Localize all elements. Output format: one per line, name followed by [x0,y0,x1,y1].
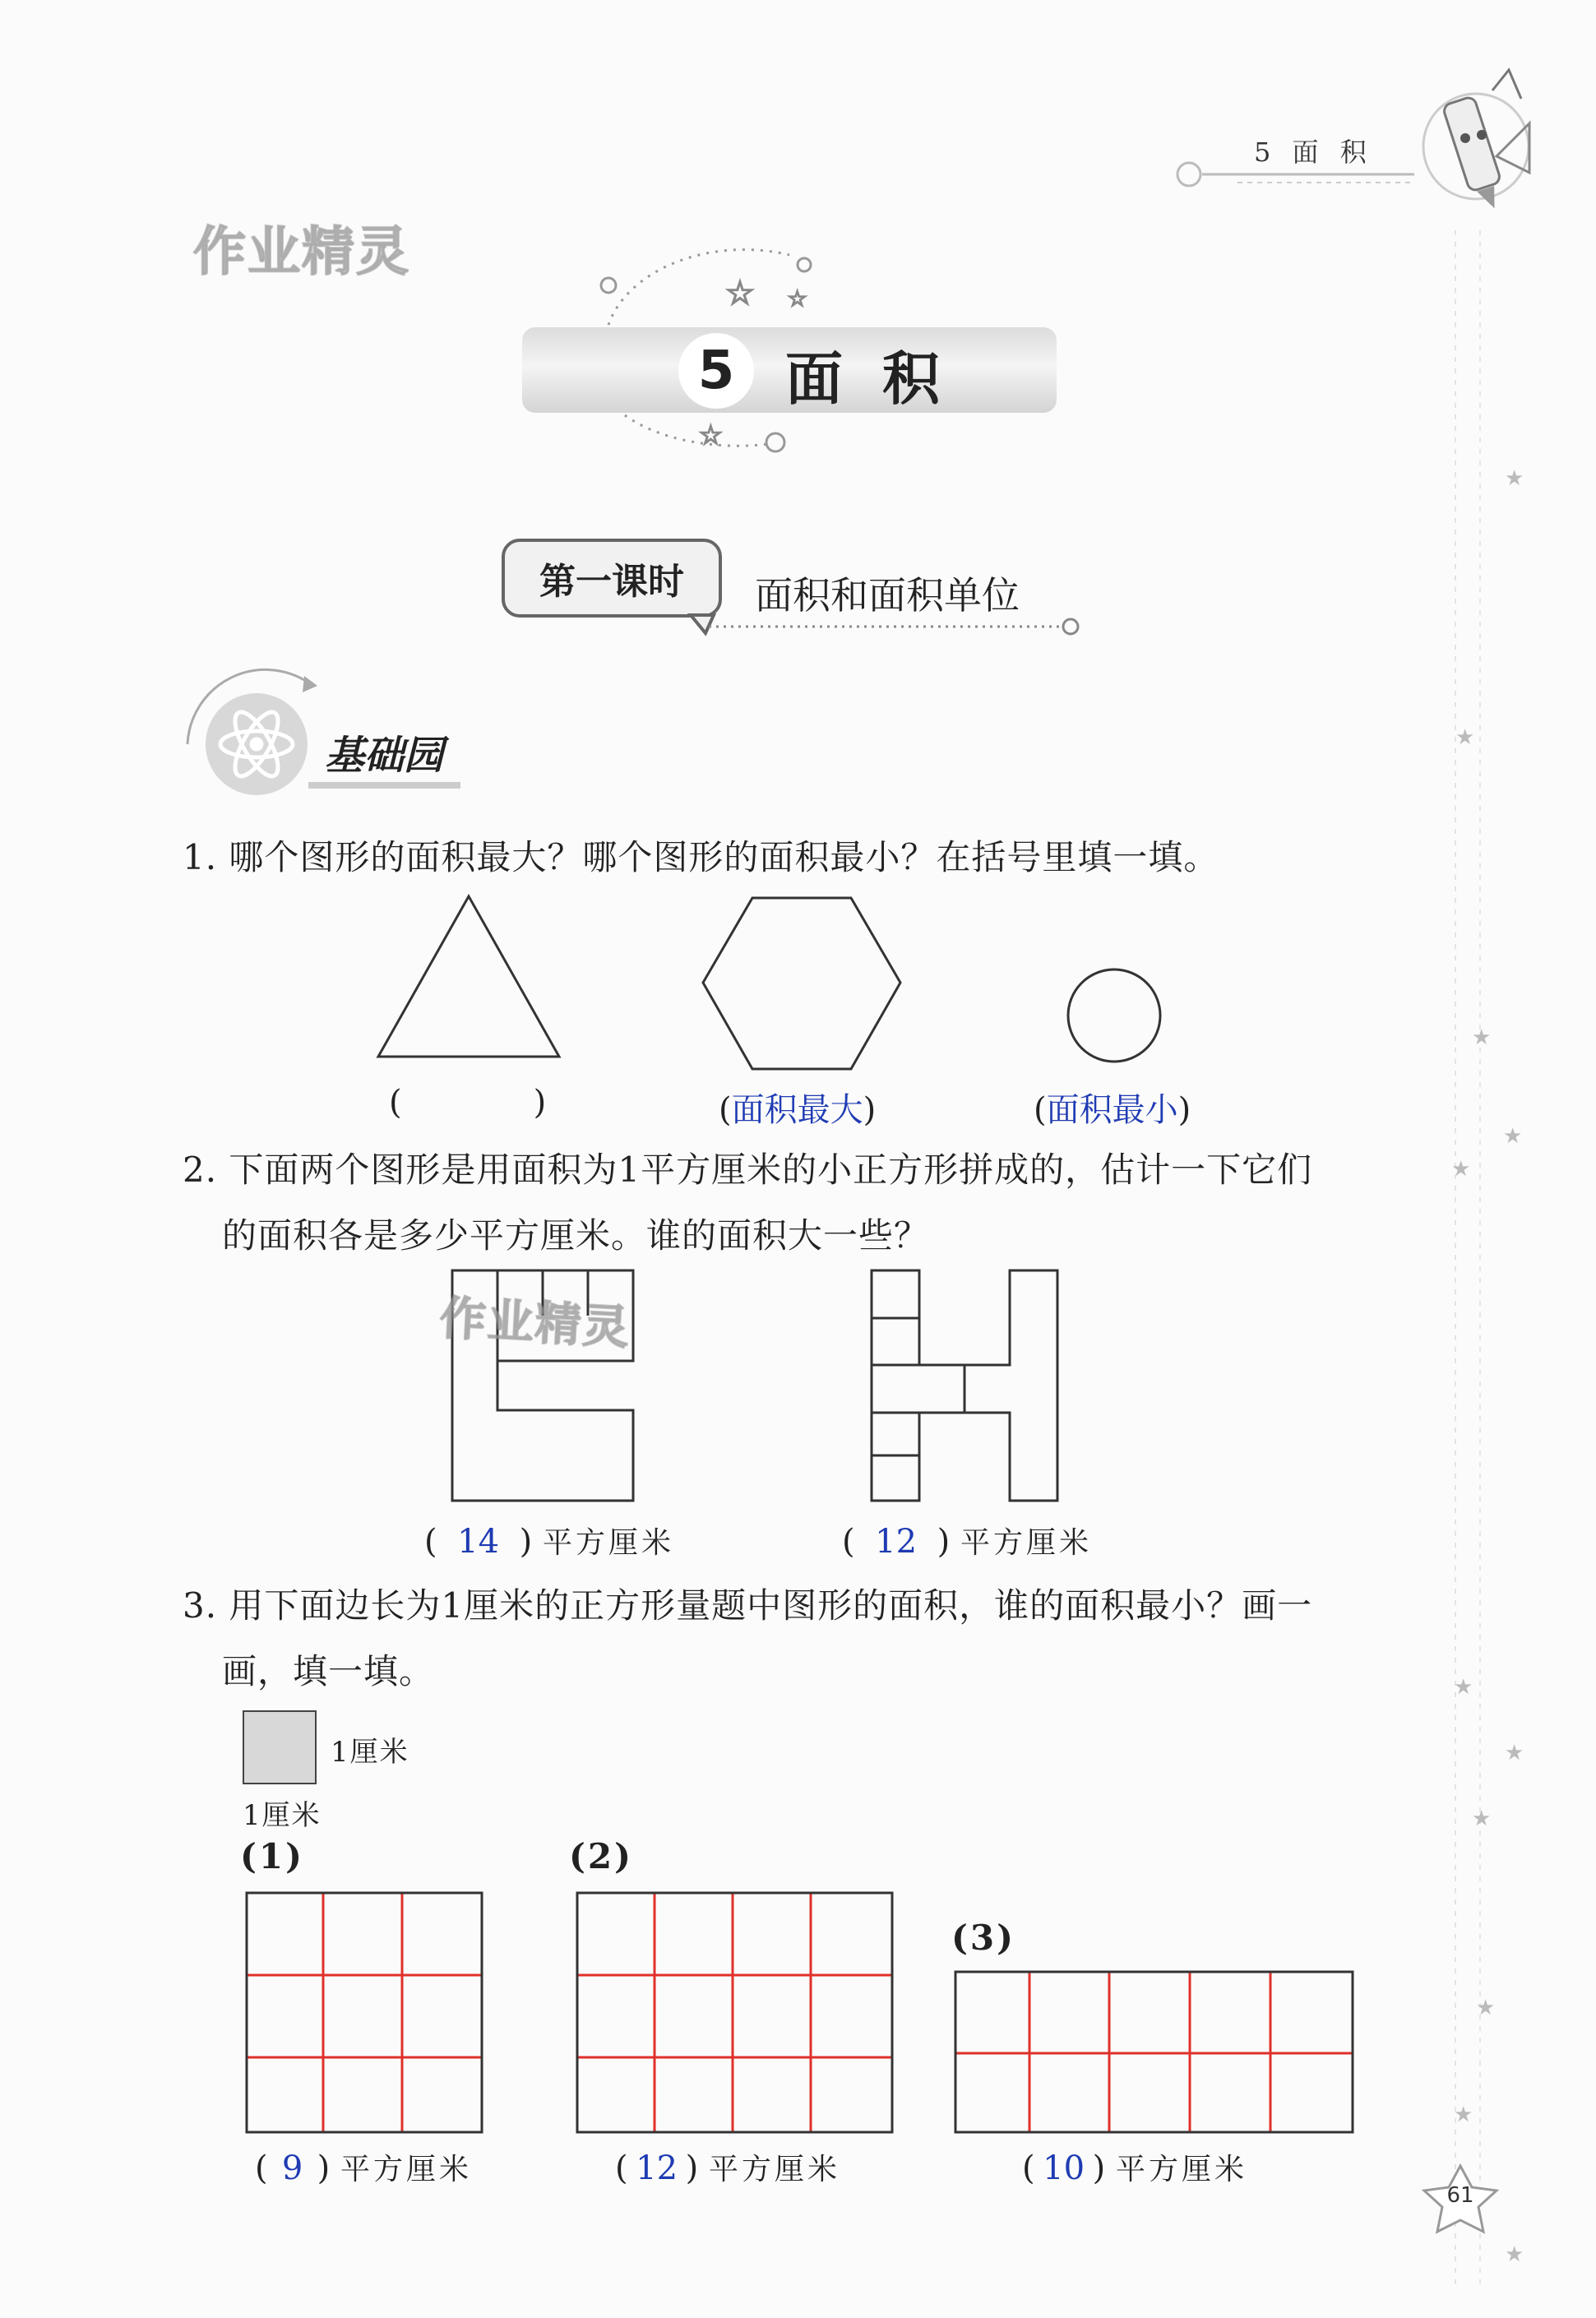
unit-square-side-bottom: 1厘米 [243,1799,322,1832]
figure-3-label: (3) [951,1918,1015,1958]
svg-text:☆: ☆ [788,287,807,312]
lesson-title: 面积和面积单位 [755,573,1020,618]
section-title: 基础园 [325,733,444,779]
question-2-line-2: 的面积各是多少平方厘米。谁的面积大一些？ [222,1215,930,1256]
svg-text:☆: ☆ [699,419,723,451]
q3-answer-3[interactable]: ( 10 ) 平方厘米 [1022,2149,1247,2187]
watermark-logo: 作业精灵 [193,222,410,283]
q2-answer-1[interactable]: ( 14 ) 平方厘米 [424,1523,674,1561]
svg-text:★: ★ [1476,1996,1496,2020]
question-3-line-1: 3. 用下面边长为1厘米的正方形量题中图形的面积，谁的面积最小？画一 [183,1585,1313,1626]
svg-text:★: ★ [1503,1124,1523,1149]
q3-answer-2[interactable]: ( 12 ) 平方厘米 [615,2149,840,2187]
question-2-line-1: 2. 下面两个图形是用面积为1平方厘米的小正方形拼成的，估计一下它们 [183,1150,1313,1190]
q1-answer-2[interactable]: (面积最大) [719,1091,877,1129]
svg-text:☆: ☆ [725,275,755,312]
q3-answer-1[interactable]: ( 9 ) 平方厘米 [255,2149,472,2187]
page-number: 61 [1446,2183,1474,2208]
svg-text:★: ★ [1505,2242,1524,2267]
svg-text:★: ★ [1455,725,1475,750]
svg-text:★: ★ [1454,1675,1473,1700]
svg-text:★: ★ [1454,2103,1473,2127]
chapter-number: 5 [678,333,754,409]
watermark-center: 作业精灵 [438,1291,632,1356]
q1-answer-3[interactable]: (面积最小) [1034,1091,1191,1129]
chapter-header-label: 5 面 积 [1254,136,1373,168]
figure-1-label: (1) [240,1836,304,1876]
unit-square-side-right: 1厘米 [331,1736,409,1769]
svg-text:★: ★ [1472,1025,1492,1050]
svg-text:★: ★ [1451,1157,1471,1182]
chapter-title: 面积 [785,345,979,413]
lesson-badge: 第一课时 [502,539,722,618]
q2-answer-2[interactable]: ( 12 ) 平方厘米 [842,1523,1092,1561]
svg-text:★: ★ [1472,1807,1492,1831]
question-3-line-2: 画，填一填。 [222,1651,435,1691]
question-1-text: 1. 哪个图形的面积最大？哪个图形的面积最小？在括号里填一填。 [183,837,1219,877]
figure-2-label: (2) [569,1836,633,1876]
q1-answer-1[interactable]: ( ) [389,1084,547,1122]
svg-text:★: ★ [1505,466,1524,491]
svg-text:★: ★ [1505,1741,1524,1765]
